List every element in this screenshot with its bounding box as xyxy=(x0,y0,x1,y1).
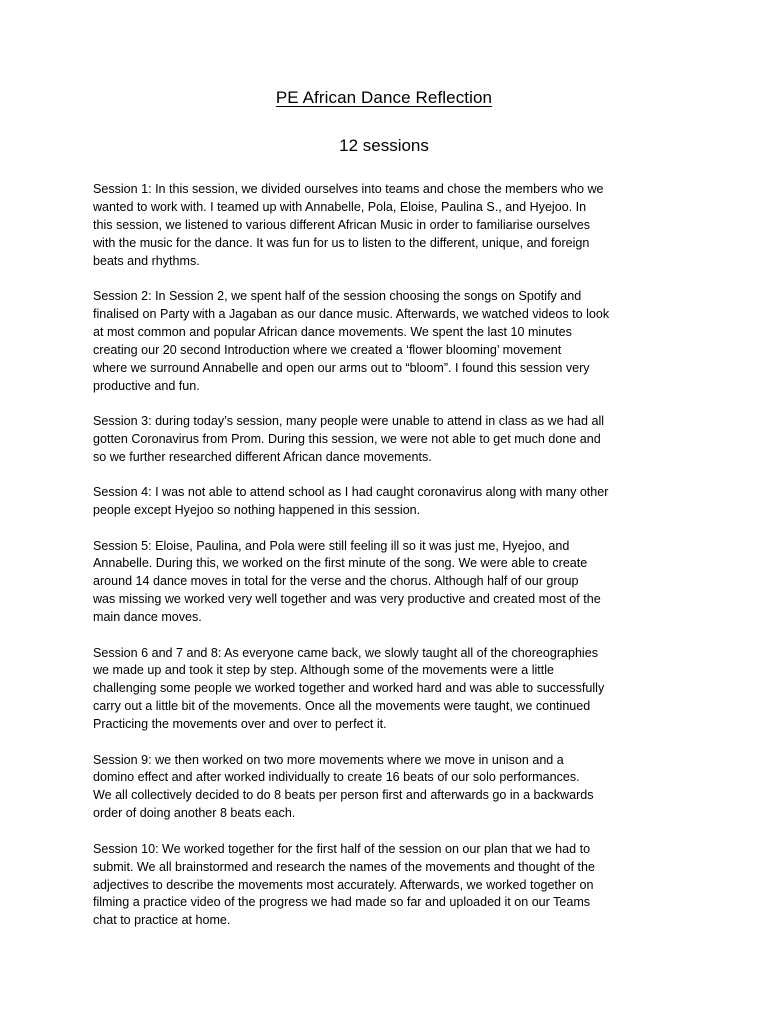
paragraph-line: submit. We all brainstormed and research the names of the movements and thought of the xyxy=(93,859,595,874)
paragraph-line: Practicing the movements over and over to perfect it. xyxy=(93,717,387,732)
session-paragraph xyxy=(93,181,683,271)
paragraph-line: Annabelle. During this, we worked on the first minute of the song. We were able to create xyxy=(93,556,588,571)
document-body xyxy=(93,181,683,948)
paragraph-line: Session 4: I was not able to attend school as I had caught coronavirus along with many other xyxy=(93,485,609,500)
paragraph-line: with the music for the dance. It was fun for us to listen to the different, unique, and foreign xyxy=(93,235,590,250)
paragraph-line: beats and rhythms. xyxy=(93,253,200,268)
paragraph-line: so we further researched different African dance movements. xyxy=(93,449,432,464)
session-paragraph xyxy=(93,645,683,735)
document-subtitle: 12 sessions xyxy=(339,136,429,155)
paragraph-line: Session 1: In this session, we divided ourselves into teams and chose the members who we xyxy=(93,182,604,196)
paragraph-line: Session 3: during today’s session, many people were unable to attend in class as we had all xyxy=(93,413,605,428)
paragraph-line: adjectives to describe the movements most accurately. Afterwards, we worked together on xyxy=(93,877,594,892)
document-title: PE African Dance Reflection xyxy=(275,88,493,107)
paragraph-line: at most common and popular African dance movements. We spent the last 10 minutes xyxy=(93,324,572,339)
paragraph-line: Session 6 and 7 and 8: As everyone came back, we slowly taught all of the choreographies xyxy=(93,645,598,660)
paragraph-line: chat to practice at home. xyxy=(93,913,231,928)
paragraph-line: gotten Coronavirus from Prom. During this session, we were not able to get much done and xyxy=(93,431,601,446)
paragraph-line: we made up and took it step by step. Although some of the movements were a little xyxy=(93,663,555,678)
session-paragraph xyxy=(93,841,683,931)
paragraph-line: Session 9: we then worked on two more movements where we move in unison and a xyxy=(93,752,564,767)
paragraph-line: wanted to work with. I teamed up with Annabelle, Pola, Eloise, Paulina S., and Hyejoo. In xyxy=(93,199,587,214)
paragraph-line: Session 2: In Session 2, we spent half of the session choosing the songs on Spotify and xyxy=(93,289,582,304)
paragraph-line: Session 10: We worked together for the first half of the session on our plan that we had to xyxy=(93,841,591,856)
paragraph-line: domino effect and after worked individually to create 16 beats of our solo performances. xyxy=(93,770,580,785)
paragraph-line: people except Hyejoo so nothing happened in this session. xyxy=(93,503,421,518)
paragraph-line: finalised on Party with a Jagaban as our dance music. Afterwards, we watched videos to look xyxy=(93,306,610,321)
paragraph-line: order of doing another 8 beats each. xyxy=(93,806,296,821)
paragraph-line: productive and fun. xyxy=(93,378,200,393)
paragraph-line: this session, we listened to various different African Music in order to familiarise ourselves xyxy=(93,217,590,232)
paragraph-line: filming a practice video of the progress we had made so far and uploaded it on our Teams xyxy=(93,895,591,910)
paragraph-line: creating our 20 second Introduction where we created a ‘flower blooming’ movement xyxy=(93,342,562,357)
paragraph-line: Session 5: Eloise, Paulina, and Pola were still feeling ill so it was just me, Hyejoo, and xyxy=(93,538,570,553)
session-paragraph xyxy=(93,484,683,520)
paragraph-line: around 14 dance moves in total for the verse and the chorus. Although half of our group xyxy=(93,574,579,589)
session-paragraph xyxy=(93,288,683,395)
session-paragraph xyxy=(93,538,683,628)
paragraph-line: carry out a little bit of the movements. Once all the movements were taught, we continued xyxy=(93,699,591,714)
paragraph-line: was missing we worked very well together and was very productive and created most of the xyxy=(93,592,601,607)
session-paragraph xyxy=(93,752,683,824)
paragraph-line: challenging some people we worked together and worked hard and was able to successfully xyxy=(93,681,605,696)
paragraph-line: We all collectively decided to do 8 beats per person first and afterwards go in a backwards xyxy=(93,788,594,803)
paragraph-line: where we surround Annabelle and open our arms out to “bloom”. I found this session very xyxy=(93,360,590,375)
paragraph-line: main dance moves. xyxy=(93,610,202,625)
session-paragraph xyxy=(93,413,683,467)
